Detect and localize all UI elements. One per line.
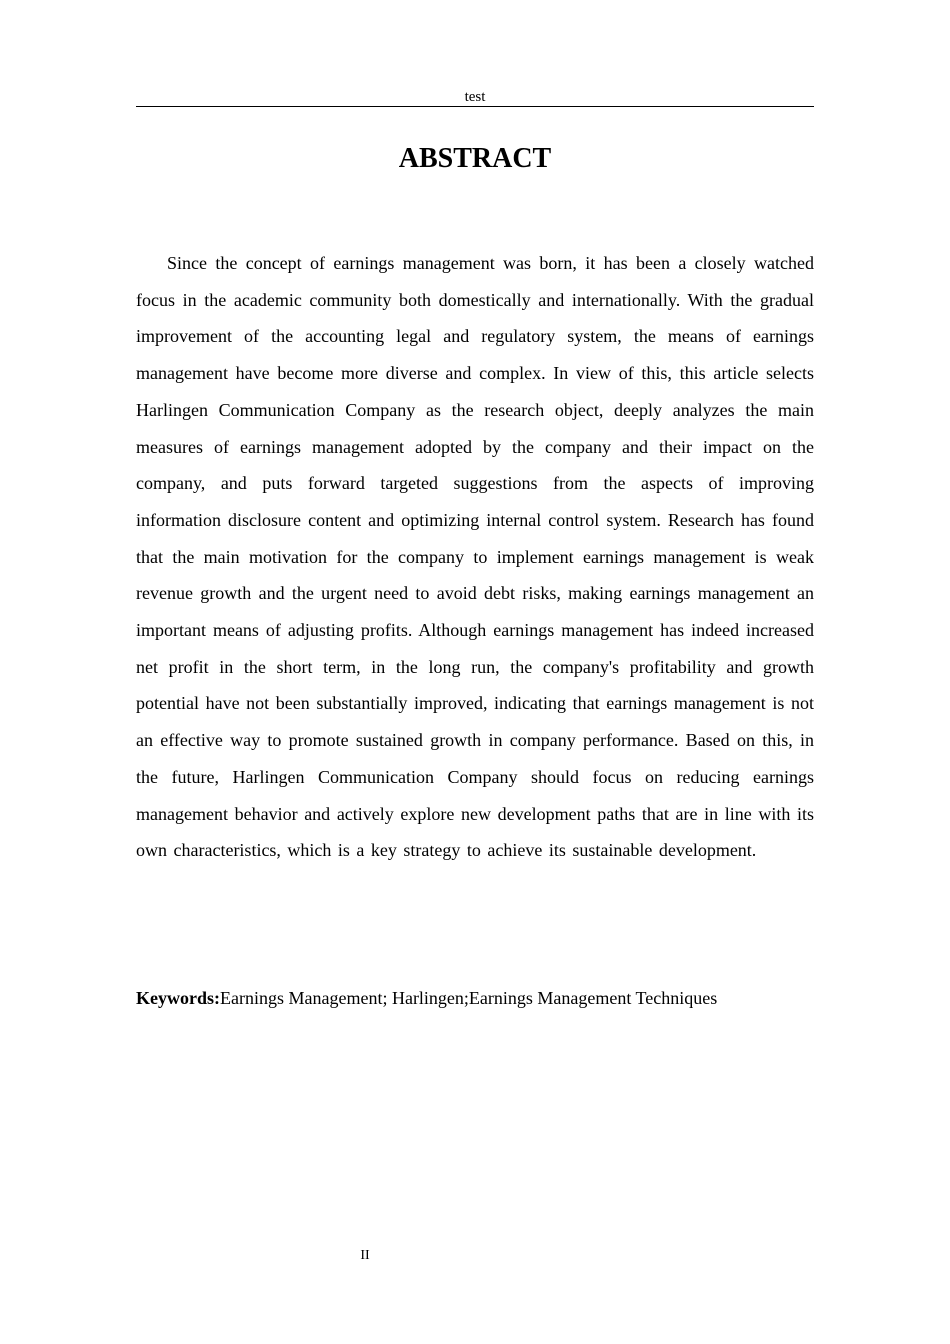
page-number: II [360,1248,370,1263]
running-header: test [136,88,814,107]
keywords-line [136,985,814,1011]
keywords-label: Keywords: [136,988,220,1008]
keywords-value: Earnings Management; Harlingen;Earnings Management Techniques [220,988,718,1008]
abstract-title: ABSTRACT [398,143,552,174]
abstract-body: Since the concept of earnings management was born, it has been a closely watched focus in the academic community both domestically and internationally. With the gradual improvement of the accounting legal and regulatory system, the means of earnings management have become more diverse and complex. In view of this, this article selects Harlingen Communication Company as the research object, deeply analyzes the main measures of earnings management adopted by the company and their impact on the company, and puts forward targeted suggestions from the aspects of improving information disclosure content and optimizing internal control system. Research has found that the main motivation for the company to implement earnings management is weak revenue growth and the urgent need to avoid debt risks, making earnings management an important means of adjusting profits. Although earnings management has indeed increased net profit in the short term, in the long run, the company's profitability and growth potential have not been substantially improved, indicating that earnings management is not an effective way to promote sustained growth in company performance. Based on this, in the future, Harlingen Communication Company should focus on reducing earnings management behavior and actively explore new development paths that are in line with its own characteristics, which is a key strategy to achieve its sustainable development. [136,253,814,861]
